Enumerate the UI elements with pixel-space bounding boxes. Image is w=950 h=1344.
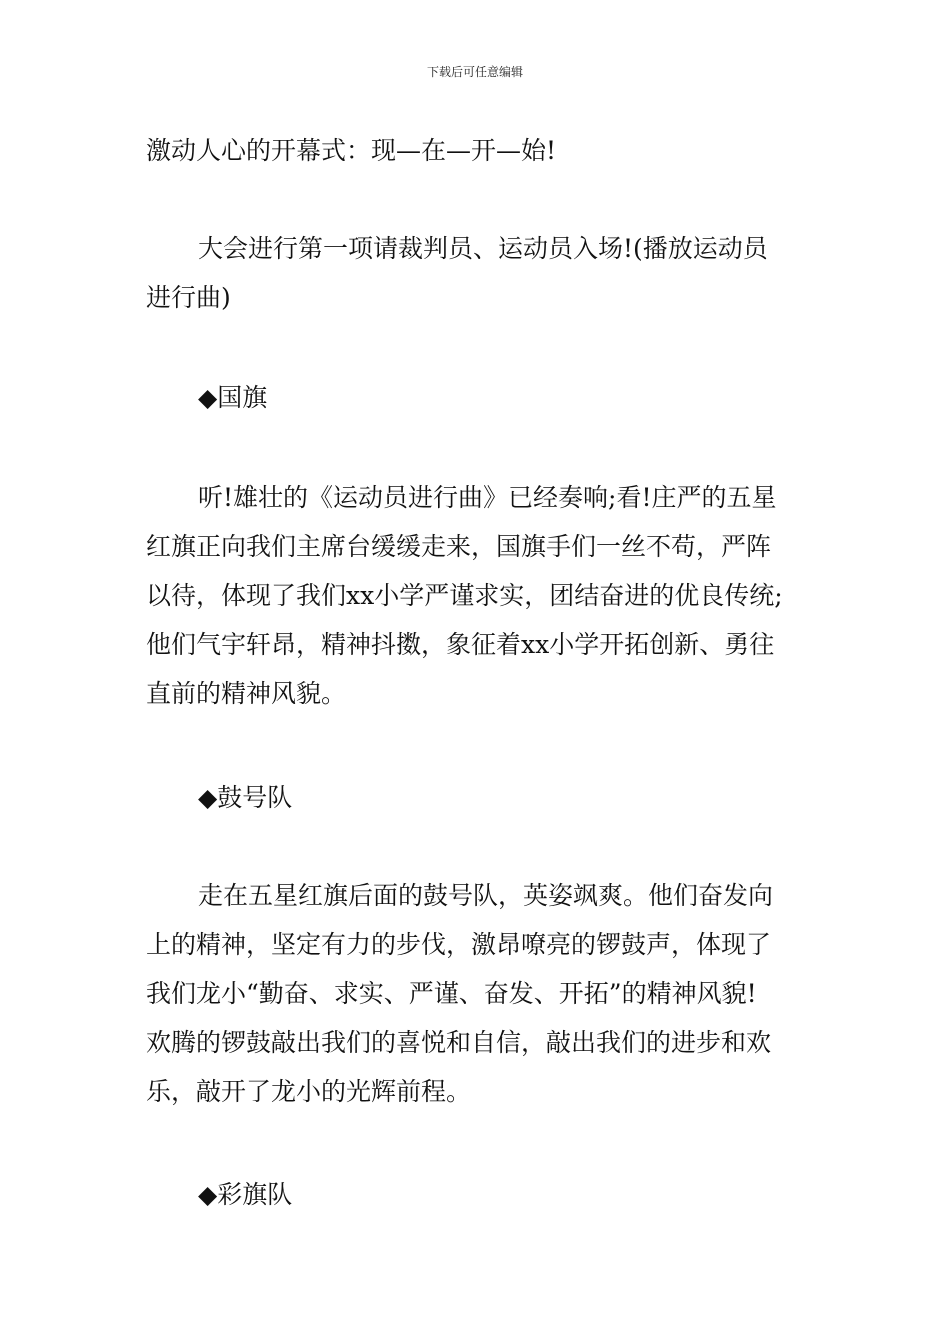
section-heading-drum-band <box>146 773 808 822</box>
text-line: ◆国旗 <box>198 383 268 412</box>
text-line: 大会进行第一项请裁判员、运动员入场!(播放运动员 <box>198 234 768 263</box>
text-line: 进行曲) <box>146 283 231 312</box>
section-heading-flag <box>146 373 808 422</box>
text-line: ◆鼓号队 <box>198 783 293 812</box>
section-heading-color-flag-team <box>146 1170 808 1219</box>
text-line: 激动人心的开幕式：现—在—开—始! <box>146 136 557 165</box>
text-line: ◆彩旗队 <box>198 1180 293 1209</box>
text-line: 欢腾的锣鼓敲出我们的喜悦和自信，敲出我们的进步和欢 <box>146 1028 772 1057</box>
text-line: 我们龙小“勤奋、求实、严谨、奋发、开拓”的精神风貌! <box>146 979 757 1008</box>
text-line: 乐，敲开了龙小的光辉前程。 <box>146 1077 472 1106</box>
opening-paragraph <box>146 126 808 175</box>
entrance-paragraph <box>146 224 808 322</box>
text-line: 上的精神，坚定有力的步伐，激昂嘹亮的锣鼓声，体现了 <box>146 930 772 959</box>
page-header: 下载后可任意编辑 <box>426 65 523 79</box>
text-line: 走在五星红旗后面的鼓号队，英姿飒爽。他们奋发向 <box>198 881 774 910</box>
flag-paragraph <box>146 473 808 718</box>
drum-band-paragraph <box>146 871 808 1116</box>
text-line: 他们气宇轩昂，精神抖擞，象征着xx小学开拓创新、勇往 <box>146 630 775 659</box>
text-line: 红旗正向我们主席台缓缓走来，国旗手们一丝不苟，严阵 <box>146 532 772 561</box>
text-line: 直前的精神风貌。 <box>146 679 347 708</box>
text-line: 听!雄壮的《运动员进行曲》已经奏响;看!庄严的五星 <box>198 483 777 512</box>
text-line: 以待，体现了我们xx小学严谨求实，团结奋进的优良传统; <box>146 581 783 610</box>
